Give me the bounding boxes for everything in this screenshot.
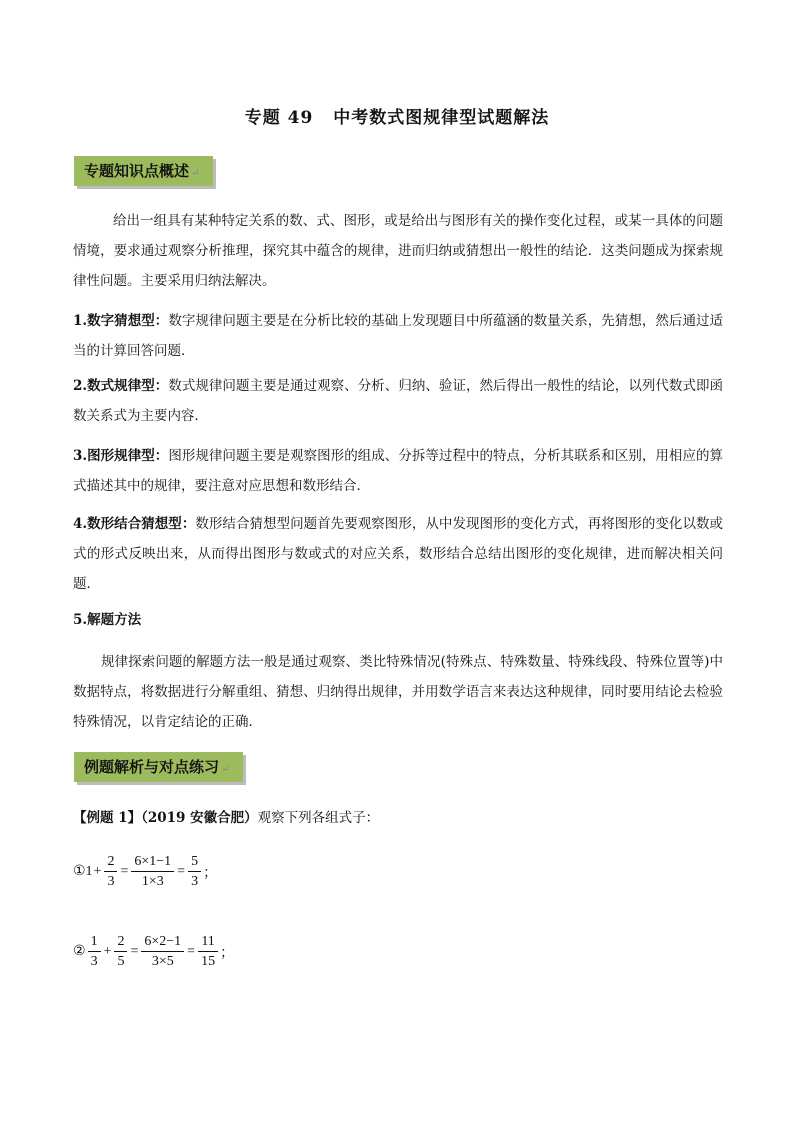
fraction	[114, 933, 127, 970]
intro-paragraph: 给出一组具有某种特定关系的数、式、图形，或是给出与图形有关的操作变化过程，或某一具体的问题情境，要求通过观察分析推理，探究其中蕴含的规律，进而归纳或猜想出一般性的结论．这类问题成为探索规律性问题。主要采用归纳法解决。	[73, 213, 723, 289]
numerator: 6×1−1	[131, 853, 174, 872]
numerator: 5	[188, 853, 201, 872]
item-head: 2.数式规律型：	[73, 378, 169, 394]
item-paragraph	[73, 371, 723, 431]
title-number: 专题 49	[244, 108, 314, 128]
numerator: 2	[114, 933, 127, 952]
item-paragraph	[73, 509, 723, 599]
example-line	[73, 808, 379, 828]
denominator: 1×3	[141, 874, 164, 889]
method-heading: 5.解题方法	[73, 612, 142, 628]
fraction	[104, 853, 117, 890]
denominator: 3×5	[151, 954, 174, 969]
operator: =	[177, 863, 186, 879]
item-body: 数字规律问题主要是在分析比较的基础上发现题目中所蕴涵的数量关系，先猜想，然后通过适当的计算回答问题．	[73, 313, 724, 359]
fraction	[88, 933, 101, 970]
title-text: 中考数式图规律型试题解法	[333, 108, 550, 128]
formula-end: ；	[203, 865, 218, 881]
fraction	[188, 853, 201, 890]
formula-label: ①1	[73, 864, 93, 879]
item-body: 图形规律问题主要是观察图形的组成、分拆等过程中的特点，分析其联系和区别，用相应的算式描述其中的规律，要注意对应思想和数形结合．	[73, 448, 724, 494]
section-label: 例题解析与对点练习	[84, 758, 220, 776]
item-head: 1.数字猜想型：	[73, 313, 169, 329]
operator: =	[187, 943, 196, 959]
denominator: 15	[201, 954, 216, 969]
section-badge-examples	[74, 752, 243, 782]
formula-2	[73, 933, 234, 970]
item-head: 4.数形结合猜想型：	[73, 516, 196, 532]
item-body: 数形结合猜想型问题首先要观察图形，从中发现图形的变化方式，再将图形的变化以数或式的形式反映出来，从而得出图形与数或式的对应关系，数形结合总结出图形的变化规律，进而解决相关问题．	[73, 516, 724, 592]
numerator: 11	[198, 933, 217, 952]
example-head: 【例题 1】（2019 安徽合肥）	[73, 810, 258, 826]
denominator: 3	[90, 954, 98, 969]
return-mark-icon: ↵	[221, 764, 230, 775]
denominator: 3	[107, 874, 115, 889]
denominator: 5	[117, 954, 125, 969]
item-body: 数式规律问题主要是通过观察、分析、归纳、验证，然后得出一般性的结论，以列代数式即函数关系式为主要内容．	[73, 378, 724, 424]
page-title	[0, 103, 794, 128]
section-badge-overview	[74, 156, 213, 186]
section-label: 专题知识点概述	[84, 162, 190, 180]
return-mark-icon: ↵	[191, 168, 200, 179]
numerator: 6×2−1	[141, 933, 184, 952]
operator: =	[130, 943, 139, 959]
item-head: 3.图形规律型：	[73, 448, 169, 464]
fraction	[131, 853, 174, 890]
operator: +	[103, 943, 112, 959]
numerator: 1	[88, 933, 101, 952]
item-paragraph	[73, 306, 723, 366]
operator: =	[120, 863, 129, 879]
example-body: 观察下列各组式子：	[257, 810, 380, 826]
fraction	[141, 933, 184, 970]
fraction	[198, 933, 218, 970]
operator: +	[93, 863, 102, 879]
formula-end: ；	[220, 945, 235, 961]
formula-1	[73, 853, 217, 890]
item-paragraph	[73, 441, 723, 501]
method-paragraph: 规律探索问题的解题方法一般是通过观察、类比特殊情况(特殊点、特殊数量、特殊线段、特殊位置等)中数据特点，将数据进行分解重组、猜想、归纳得出规律，并用数学语言来表达这种规律，同时要用结论去检验特殊情况，以肯定结论的正确．	[73, 654, 723, 730]
denominator: 3	[191, 874, 199, 889]
formula-label: ②	[73, 944, 86, 959]
numerator: 2	[104, 853, 117, 872]
